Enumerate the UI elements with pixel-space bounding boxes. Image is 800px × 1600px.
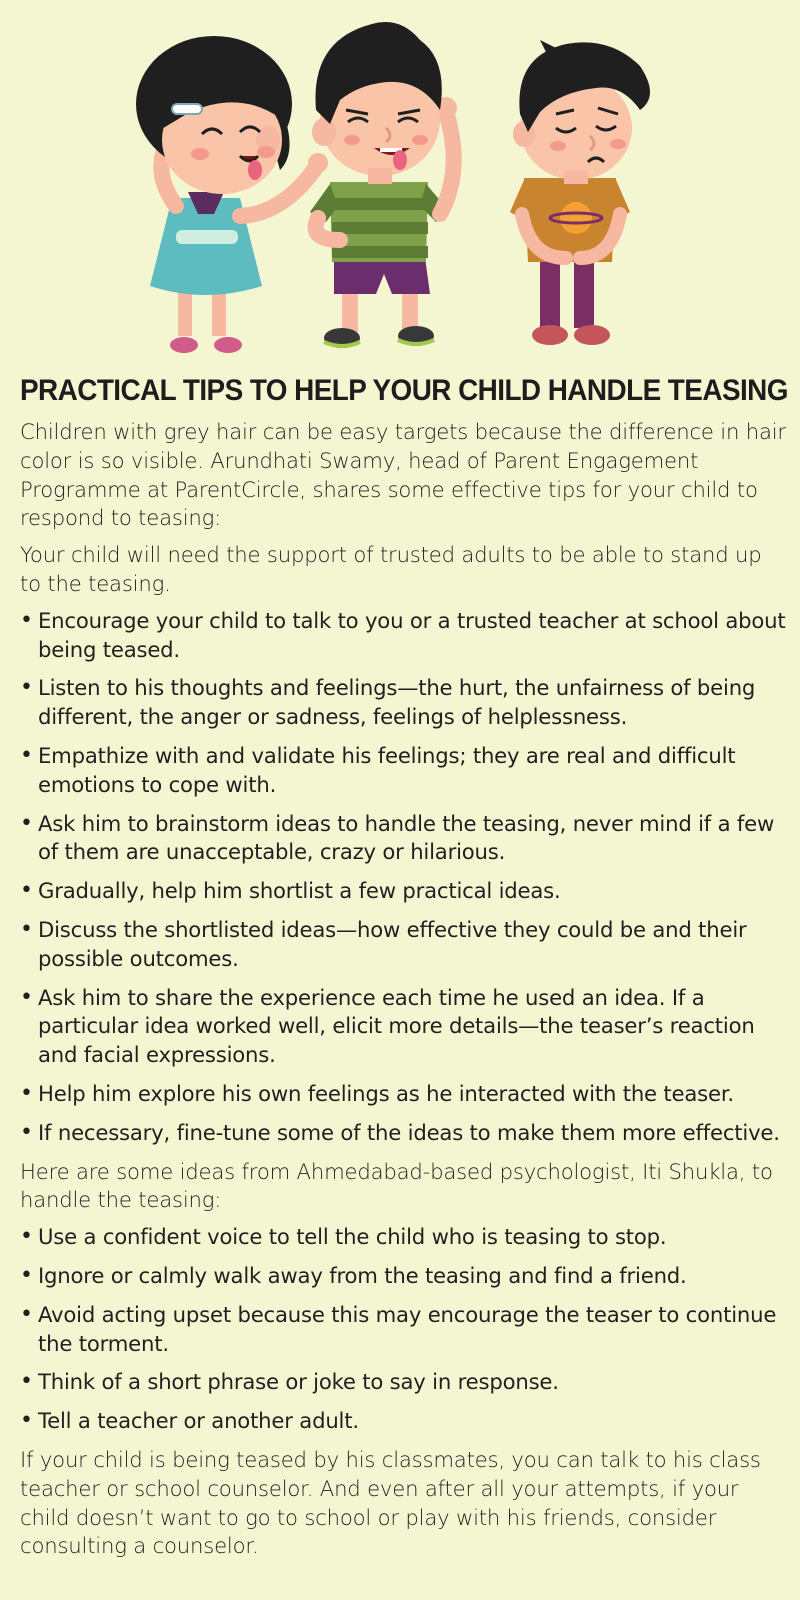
list-item: • Use a confident voice to tell the child who is teasing to stop.: [20, 1223, 788, 1252]
article-body: [20, 374, 788, 1569]
psychologist-intro-paragraph: Here are some ideas from Ahmedabad-based psychologist, Iti Shukla, to handle the teasing:: [20, 1158, 773, 1213]
list-item: • Listen to his thoughts and feelings—the hurt, the unfairness of being different, the anger or sadness, feelings of helplessness.: [20, 674, 788, 732]
tips-list: [20, 607, 788, 1148]
ideas-list: [20, 1223, 788, 1436]
support-paragraph: Your child will need the support of trusted adults to be able to stand up to the teasing.: [20, 542, 762, 596]
list-item: • Think of a short phrase or joke to say in response.: [20, 1368, 788, 1397]
list-item: • Discuss the shortlisted ideas—how effective they could be and their possible outcomes.: [20, 916, 788, 974]
list-item: • Ask him to share the experience each time he used an idea. If a particular idea worked well, elicit more details—the teaser’s reaction and facial expressions.: [20, 984, 788, 1070]
list-item: • Tell a teacher or another adult.: [20, 1407, 788, 1436]
list-item: • Help him explore his own feelings as he interacted with the teaser.: [20, 1080, 788, 1109]
girl-figure: [136, 36, 328, 353]
list-item: • Ignore or calmly walk away from the teasing and find a friend.: [20, 1262, 788, 1291]
list-item: • Ask him to brainstorm ideas to handle the teasing, never mind if a few of them are unacceptable, crazy or hilarious.: [20, 810, 788, 868]
list-item: • If necessary, fine-tune some of the ideas to make them more effective.: [20, 1119, 788, 1148]
boy-teasing-figure: [310, 22, 457, 348]
article-title: PRACTICAL TIPS TO HELP YOUR CHILD HANDLE TEASING: [20, 374, 788, 407]
teasing-children-illustration: [0, 0, 800, 372]
intro-paragraph: Children with grey hair can be easy targets because the difference in hair color is so visible. Arundhati Swamy, head of Parent Engagement Programme at ParentCircle, shares some effective tips for your child to respond to teasing:: [20, 419, 786, 531]
list-item: • Gradually, help him shortlist a few practical ideas.: [20, 877, 788, 906]
list-item: • Encourage your child to talk to you or a trusted teacher at school about being teased.: [20, 607, 788, 665]
sad-boy-figure: [510, 40, 650, 345]
list-item: • Avoid acting upset because this may encourage the teaser to continue the torment.: [20, 1301, 788, 1359]
closing-paragraph: If your child is being teased by his classmates, you can talk to his class teacher or school counselor. And even after all your attempts, if your child doesn’t want to go to school or play with his friends, consider consulting a counselor.: [20, 1446, 761, 1559]
list-item: • Empathize with and validate his feelings; they are real and difficult emotions to cope with.: [20, 742, 788, 800]
